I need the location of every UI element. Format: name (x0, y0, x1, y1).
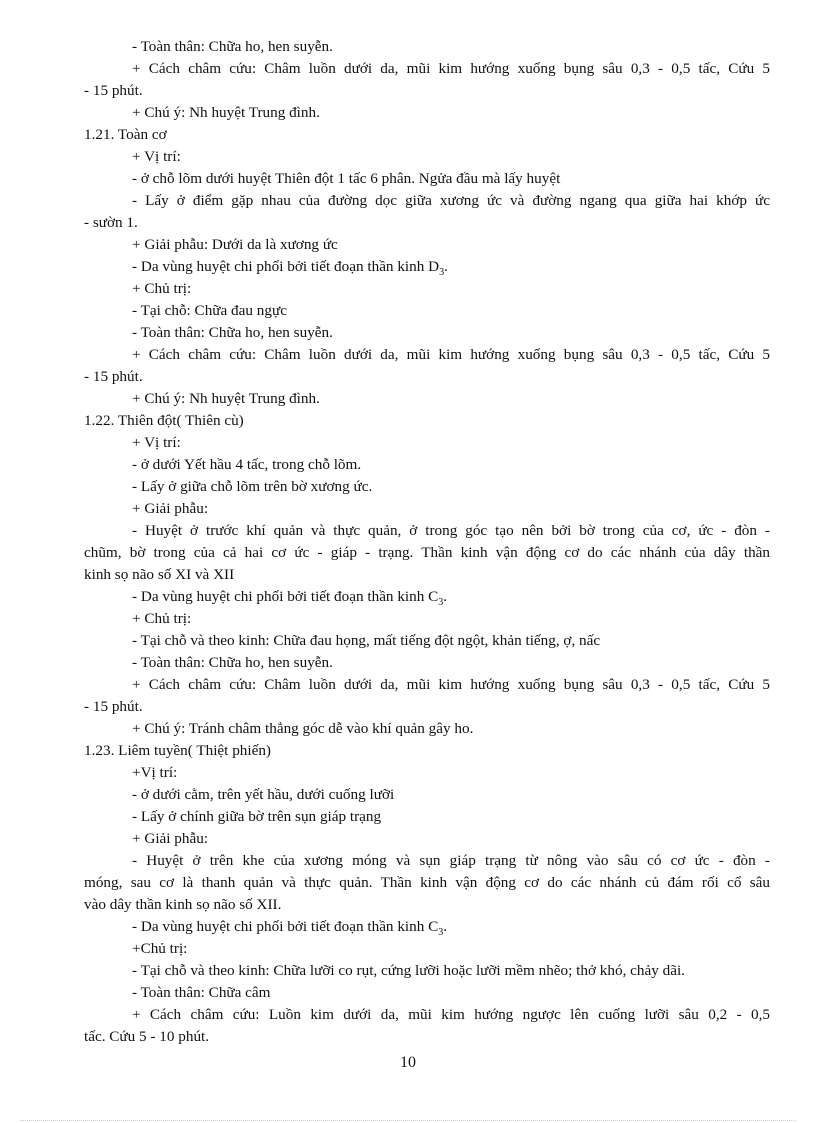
text-line: + Cách châm cứu: Luồn kim dưới da, mũi kim hướng ngược lên cuống lưỡi sâu 0,2 - 0,5 (132, 1006, 770, 1023)
text-line: - Huyệt ở trên khe của xương móng và sụn giáp trạng từ nông vào sâu có cơ ức - đòn - (132, 852, 770, 869)
text-line: - Toàn thân: Chữa ho, hen suyễn. (132, 324, 333, 341)
section-heading: 1.21. Toàn cơ (84, 126, 167, 143)
text-segment: - Da vùng huyệt chi phối bởi tiết đoạn thần kinh C (132, 918, 439, 935)
text-segment: - Da vùng huyệt chi phối bởi tiết đoạn thần kinh D (132, 258, 440, 275)
text-line: + Vị trí: (132, 434, 181, 451)
text-line: - Toàn thân: Chữa ho, hen suyễn. (132, 38, 333, 55)
text-line: +Chủ trị: (132, 940, 188, 957)
text-line: - ở chỗ lõm dưới huyệt Thiên đột 1 tấc 6 phân. Ngửa đầu mà lấy huyệt (132, 170, 561, 187)
text-line: - Toàn thân: Chữa ho, hen suyễn. (132, 654, 333, 671)
subscript: 3 (438, 597, 444, 609)
text-line (84, 586, 770, 608)
text-line (84, 916, 770, 938)
text-line: + Vị trí: (132, 148, 181, 165)
subscript: 3 (439, 267, 445, 279)
section-heading: 1.23. Liêm tuyền( Thiệt phiến) (84, 742, 271, 759)
text-line: vào dây thần kinh sọ não số XII. (84, 896, 282, 913)
text-line: - Huyệt ở trước khí quản và thực quản, ở trong góc tạo nên bởi bờ trong của cơ, ức - đòn - (132, 522, 770, 539)
text-line: - Lấy ở điểm gặp nhau của đường dọc giữa xương ức và đường ngang qua giữa hai khớp ức (132, 192, 770, 209)
text-line: - 15 phút. (84, 698, 143, 715)
text-line: - Tại chỗ và theo kinh: Chữa đau họng, mất tiếng đột ngột, khản tiếng, ợ, nấc (132, 632, 601, 649)
text-line: - 15 phút. (84, 368, 143, 385)
text-line: + Giải phẫu: (132, 830, 209, 847)
text-line: - Tại chỗ: Chữa đau ngực (132, 302, 287, 319)
text-line: tấc. Cứu 5 - 10 phút. (84, 1028, 210, 1045)
text-line: - Tại chỗ và theo kinh: Chữa lưỡi co rụt, cứng lưỡi hoặc lưỡi mềm nhẽo; thở khó, chảy dãi. (132, 962, 685, 979)
period: . (444, 258, 448, 275)
text-line: móng, sau cơ là thanh quản và thực quản. Thần kinh vận động cơ do các nhánh củ đám rối cổ sâu (84, 874, 770, 891)
text-line: - 15 phút. (84, 82, 143, 99)
text-line: + Cách châm cứu: Châm luồn dưới da, mũi kim hướng xuống bụng sâu 0,3 - 0,5 tấc, Cứu 5 (132, 60, 770, 77)
section-heading: 1.22. Thiên đột( Thiên cù) (84, 412, 244, 429)
page-body (84, 36, 770, 1048)
text-segment: - Da vùng huyệt chi phối bởi tiết đoạn thần kinh C (132, 588, 439, 605)
period: . (443, 918, 448, 935)
text-line: + Chủ trị: (132, 280, 192, 297)
text-line: - Lấy ở giữa chỗ lõm trên bờ xương ức. (132, 478, 373, 495)
text-line: + Giải phẫu: (132, 500, 209, 517)
text-line: - ở dưới cằm, trên yết hầu, dưới cuống lưỡi (132, 786, 395, 803)
text-line: + Chú ý: Nh huyệt Trung đình. (132, 390, 320, 407)
subscript: 3 (438, 927, 444, 939)
page-bottom-divider (20, 1120, 796, 1121)
text-line: + Chú ý: Tránh châm thẳng góc dễ vào khí quản gây ho. (132, 720, 474, 737)
text-line: +Vị trí: (132, 764, 178, 781)
text-line: chũm, bờ trong của cả hai cơ ức - giáp - trạng. Thần kinh vận động cơ do các nhánh của dây thần (84, 544, 770, 561)
text-line: + Chủ trị: (132, 610, 192, 627)
text-line: + Giải phẫu: Dưới da là xương ức (132, 236, 338, 253)
text-line: - Lấy ở chính giữa bờ trên sụn giáp trạng (132, 808, 382, 825)
text-line (84, 256, 770, 278)
text-line: - ở dưới Yết hầu 4 tấc, trong chỗ lõm. (132, 456, 362, 473)
text-line: - Toàn thân: Chữa câm (132, 984, 271, 1001)
text-line: kinh sọ não số XI và XII (84, 566, 235, 583)
text-line: - sườn 1. (84, 214, 138, 231)
period: . (443, 588, 448, 605)
text-line: + Cách châm cứu: Châm luồn dưới da, mũi kim hướng xuống bụng sâu 0,3 - 0,5 tấc, Cứu 5 (132, 676, 770, 693)
page-number: 10 (400, 1054, 416, 1071)
text-line: + Cách châm cứu: Châm luồn dưới da, mũi kim hướng xuống bụng sâu 0,3 - 0,5 tấc, Cứu 5 (132, 346, 770, 363)
text-line: + Chú ý: Nh huyệt Trung đình. (132, 104, 320, 121)
